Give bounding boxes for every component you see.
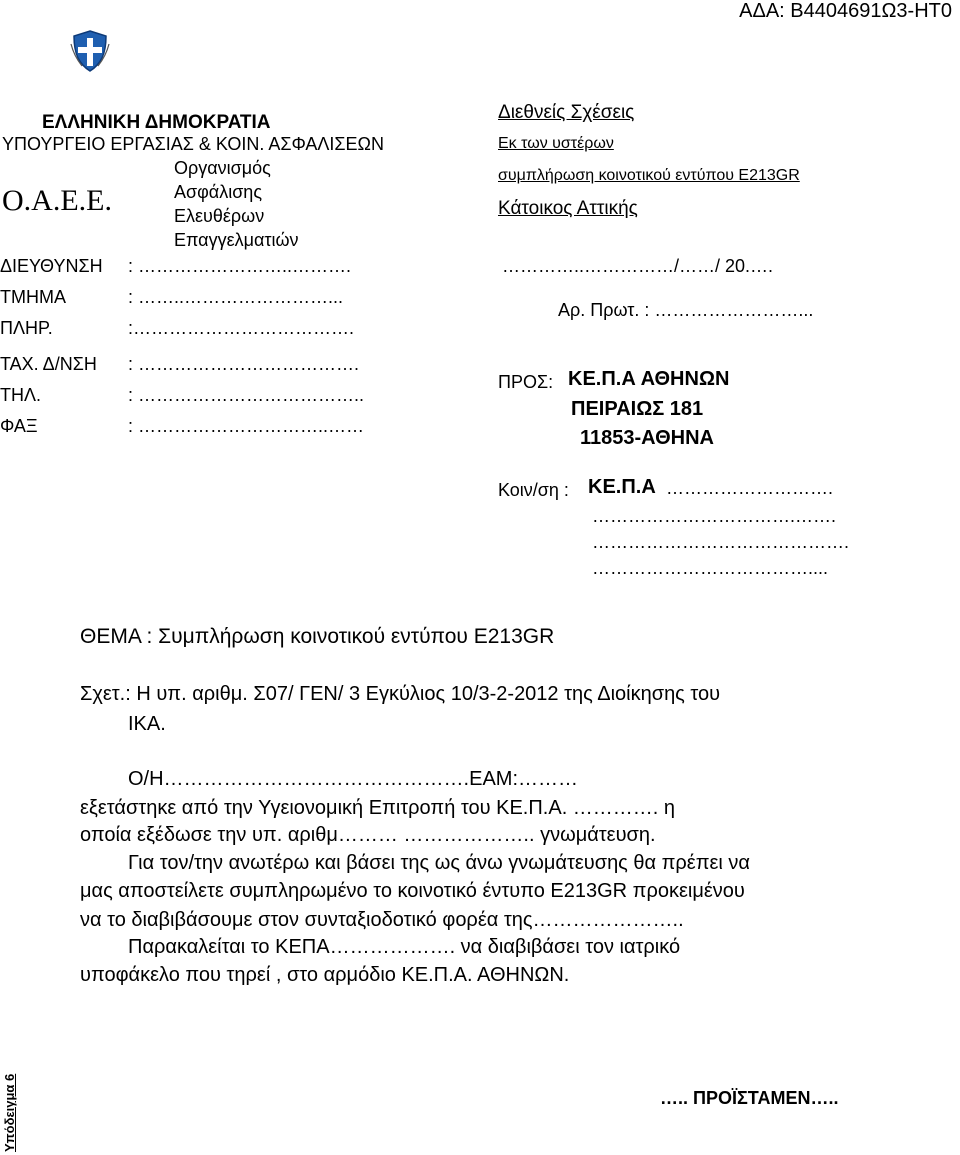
protocol-number: Αρ. Πρωτ. : ……………………... — [558, 300, 814, 320]
right-line-1: Διεθνείς Σχέσεις — [498, 102, 635, 123]
field-label-address: ΤΑΧ. Δ/ΝΣΗ — [0, 354, 97, 374]
org-abbreviation: Ο.Α.Ε.Ε. — [2, 184, 112, 217]
ada-number: ΑΔΑ: Β4404691Ω3-ΗΤ0 — [739, 0, 952, 22]
subject: ΘΕΜΑ : Συμπλήρωση κοινοτικού εντύπου Ε213GR — [80, 625, 555, 648]
body-line-3: οποία εξέδωσε την υπ. αριθμ……… ……………….. γνωμάτευση. — [80, 824, 656, 846]
reference-line-2: ΙΚΑ. — [128, 713, 166, 735]
reference-line-1: Σχετ.: Η υπ. αριθμ. Σ07/ ΓΕΝ/ 3 Εγκύλιος 10/3-2-2012 της Διοίκησης του — [80, 683, 721, 705]
field-value-fax: : …………………………..…… — [128, 416, 365, 436]
field-label-phone: ΤΗΛ. — [0, 385, 42, 405]
org-line-1: Οργανισμός — [174, 158, 271, 178]
cc-dots: ………………………. — [666, 478, 834, 498]
right-line-3: συμπλήρωση κοινοτικού εντύπου Ε213GR — [498, 167, 800, 184]
field-value-info: :………………………………. — [128, 318, 355, 338]
ministry-name: ΥΠΟΥΡΓΕΙΟ ΕΡΓΑΣΙΑΣ & ΚΟΙΝ. ΑΣΦΑΛΙΣΕΩΝ — [2, 134, 384, 154]
body-line-6: να το διαβιβάσουμε στον συνταξιοδοτικό φορέα της………………….. — [80, 909, 684, 931]
cc-prefix: Κοιν/ση : — [498, 480, 569, 500]
right-line-2: Εκ των υστέρων — [498, 135, 614, 152]
org-line-2: Ασφάλισης — [174, 182, 262, 202]
body-line-7: Παρακαλείται το ΚΕΠΑ………………. να διαβιβάσει τον ιατρικό — [128, 936, 681, 958]
recipient-name: ΚΕ.Π.Α ΑΘΗΝΩΝ — [568, 368, 730, 390]
greek-emblem-icon — [70, 30, 110, 72]
field-value-directorate: : ……………………..………. — [128, 256, 352, 276]
body-line-4: Για τον/την ανωτέρω και βάσει της ως άνω γνωμάτευσης θα πρέπει να — [128, 852, 750, 874]
template-label: Υπόδειγμα 6 — [2, 1073, 17, 1152]
cc-line-2: ……………………………………. — [592, 532, 850, 552]
right-line-4: Κάτοικος Αττικής — [498, 198, 638, 219]
field-value-department: : ……..……………………... — [128, 287, 344, 307]
body-line-5: μας αποστείλετε συμπληρωμένο το κοινοτικό έντυπο Ε213GR προκειμένου — [80, 880, 745, 902]
field-label-info: ΠΛΗΡ. — [0, 318, 53, 338]
org-line-3: Ελευθέρων — [174, 206, 265, 226]
field-label-department: ΤΜΗΜΑ — [0, 287, 66, 307]
cc-line-3: ……………………………….... — [592, 558, 829, 578]
body-line-2: εξετάστηκε από την Υγειονομική Επιτροπή του ΚΕ.Π.Α. …………. η — [80, 797, 676, 819]
cc-name: ΚΕ.Π.Α — [588, 476, 656, 498]
field-label-directorate: ΔΙΕΥΘΥΝΣΗ — [0, 256, 103, 276]
recipient-prefix: ΠΡΟΣ: — [498, 372, 554, 392]
body-line-8: υποφάκελο που τηρεί , στο αρμόδιο ΚΕ.Π.Α. ΑΘΗΝΩΝ. — [80, 964, 570, 986]
body-line-1: Ο/Η……………………………………….ΕΑΜ:……… — [128, 768, 579, 790]
field-label-fax: ΦΑΞ — [0, 416, 38, 436]
cc-line-1: …………………………….……. — [592, 506, 837, 526]
recipient-street: ΠΕΙΡΑΙΩΣ 181 — [571, 398, 704, 420]
recipient-city: 11853-ΑΘΗΝΑ — [580, 427, 714, 449]
field-value-address: : ………………………………. — [128, 354, 360, 374]
date-field: …………..……………/……/ 20.…. — [502, 256, 774, 276]
org-line-4: Επαγγελματιών — [174, 230, 299, 250]
republic-title: ΕΛΛΗΝΙΚΗ ΔΗΜΟΚΡΑΤΙΑ — [42, 112, 271, 133]
signature: ….. ΠΡΟΪΣΤΑΜΕΝ….. — [660, 1088, 839, 1108]
field-value-phone: : ……………………………….. — [128, 385, 365, 405]
